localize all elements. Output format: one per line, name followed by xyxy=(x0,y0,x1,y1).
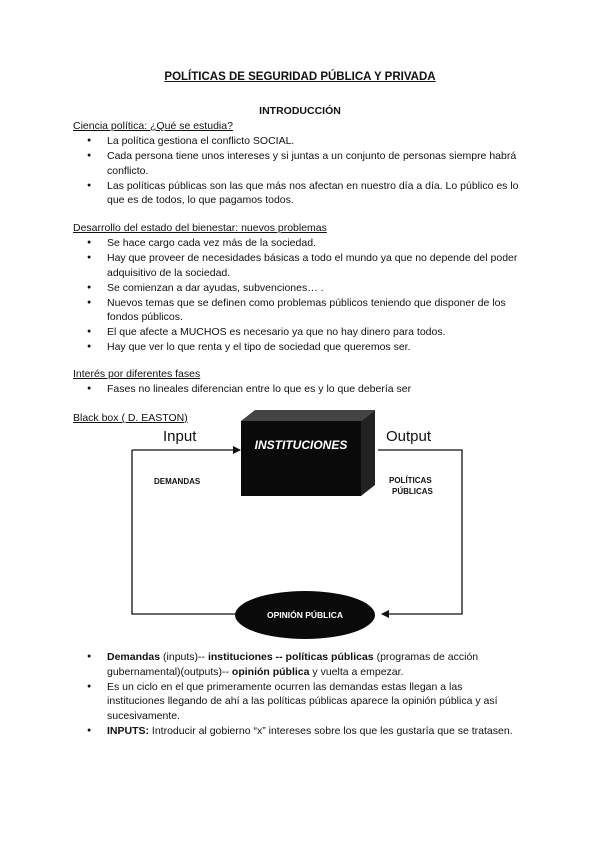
list-item xyxy=(73,650,523,679)
section-heading-black-box: Black box ( D. EASTON) xyxy=(73,412,188,424)
list-item: ● Es un ciclo en el que primeramente ocurren las demandas estas llegan a las instituciones llegando de ahí a las políticas públicas aparece la opinión pública y así sucesivamente. xyxy=(73,680,523,724)
section-title: INTRODUCCIÓN xyxy=(259,105,341,117)
input-label: Input xyxy=(163,428,197,445)
list-item: ● El que afecte a MUCHOS es necesario ya que no hay dinero para todos. xyxy=(73,325,523,340)
politicas-label: POLÍTICAS xyxy=(389,476,432,485)
list-item: ● La política gestiona el conflicto SOCIAL. xyxy=(73,134,523,149)
list-black-box xyxy=(73,650,523,739)
term-instituciones: instituciones -- políticas públicas xyxy=(207,651,374,663)
page-title: POLÍTICAS DE SEGURIDAD PÚBLICA Y PRIVADA xyxy=(164,71,436,83)
output-label: Output xyxy=(386,428,432,445)
list-item: ● Hay que ver lo que renta y el tipo de sociedad que queremos ser. xyxy=(73,340,523,355)
box-label: INSTITUCIONES xyxy=(254,438,348,452)
list-item: ● Se comienzan a dar ayudas, subvenciones… . xyxy=(73,281,523,296)
box-side-face xyxy=(361,410,375,496)
list-item: ● Fases no lineales diferencian entre lo que es y lo que debería ser xyxy=(73,382,523,397)
text-inputs-desc: Introducir al gobierno “x” intereses sobre los que les gustaría que se tratasen. xyxy=(149,724,513,737)
list-item xyxy=(73,724,523,739)
demandas-label: DEMANDAS xyxy=(154,477,201,486)
section-heading-ciencia-politica: Ciencia política: ¿Qué se estudia? xyxy=(73,120,233,132)
list-item: ● Nuevos temas que se definen como problemas públicos teniendo que disponer de los fondos públicos. xyxy=(73,296,523,325)
text-outputs: (programas de acción gubernamental)(outputs)-- xyxy=(107,651,479,678)
text-inputs: (inputs)-- xyxy=(160,651,208,663)
box-top-face xyxy=(241,410,375,421)
term-opinion-publica: opinión pública xyxy=(231,665,310,678)
term-demandas: Demandas xyxy=(107,651,161,663)
section-heading-estado-bienestar: Desarrollo del estado del bienestar: nuevos problemas xyxy=(73,222,327,234)
feedback-line-left xyxy=(132,450,236,614)
list-item: ● Las políticas públicas son las que más nos afectan en nuestro día a día. Lo público es lo que es de todos, lo que pagamos todos. xyxy=(73,179,523,208)
publicas-label: PÚBLICAS xyxy=(392,487,433,496)
list-item: ● Hay que proveer de necesidades básicas a todo el mundo ya que no depende del poder adquisitivo de la sociedad. xyxy=(73,251,523,280)
term-inputs: INPUTS: xyxy=(107,724,149,737)
section-heading-fases: Interés por diferentes fases xyxy=(73,368,201,380)
list-item: ● Se hace cargo cada vez más de la sociedad. xyxy=(73,236,523,251)
text-vuelta: y vuelta a empezar. xyxy=(309,665,404,678)
output-arrow xyxy=(378,450,462,614)
instituciones-box xyxy=(241,421,361,496)
list-item: ● Cada persona tiene unos intereses y si juntas a un conjunto de personas siempre habrá conflicto. xyxy=(73,149,523,178)
oval-label: OPINIÓN PÚBLICA xyxy=(266,610,344,620)
